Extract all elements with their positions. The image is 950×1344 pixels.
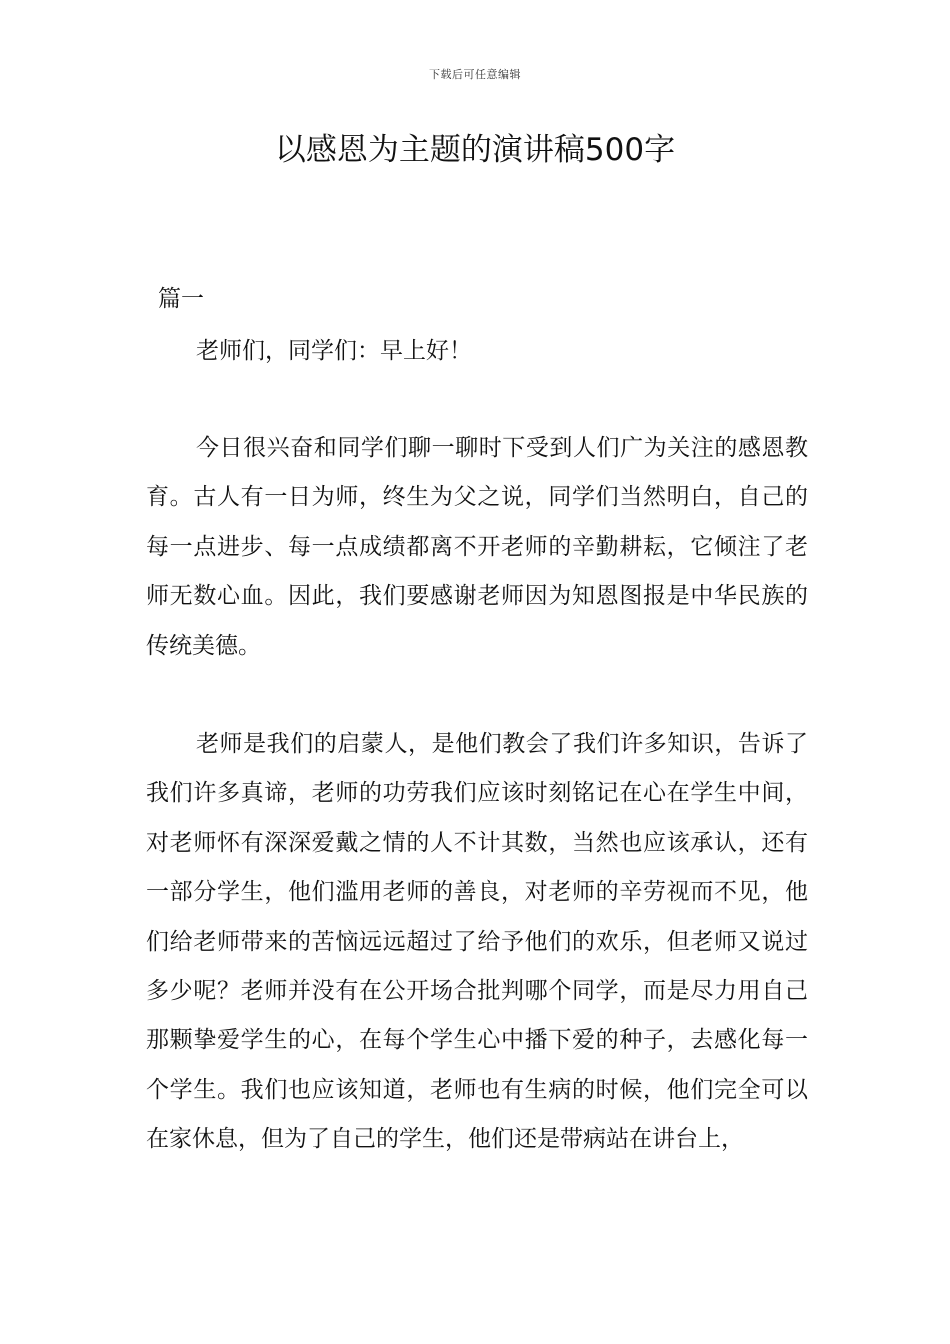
- header-note: 下载后可任意编辑: [429, 68, 521, 81]
- document-title: 以感恩为主题的演讲稿500字: [274, 132, 676, 168]
- body-paragraph: 今日很兴奋和同学们聊一聊时下受到人们广为关注的感恩教育。古人有一日为师，终生为父之说，同学们当然明白，自己的每一点进步、每一点成绩都离不开老师的辛勤耕耘，它倾注了老师无数心血。因此，我们要感谢老师因为知恩图报是中华民族的传统美德。: [146, 435, 808, 659]
- greeting-line: 老师们，同学们：早上好！: [196, 338, 472, 364]
- section-label: 篇一: [158, 286, 204, 312]
- body-paragraph: 老师是我们的启蒙人，是他们教会了我们许多知识，告诉了我们许多真谛，老师的功劳我们应该时刻铭记在心在学生中间，对老师怀有深深爱戴之情的人不计其数，当然也应该承认，还有一部分学生，他们滥用老师的善良，对老师的辛劳视而不见，他们给老师带来的苦恼远远超过了给予他们的欢乐，但老师又说过多少呢？老师并没有在公开场合批判哪个同学，而是尽力用自己那颗挚爱学生的心，在每个学生心中播下爱的种子，去感化每一个学生。我们也应该知道，老师也有生病的时候，他们完全可以在家休息，但为了自己的学生，他们还是带病站在讲台上，: [146, 731, 808, 1153]
